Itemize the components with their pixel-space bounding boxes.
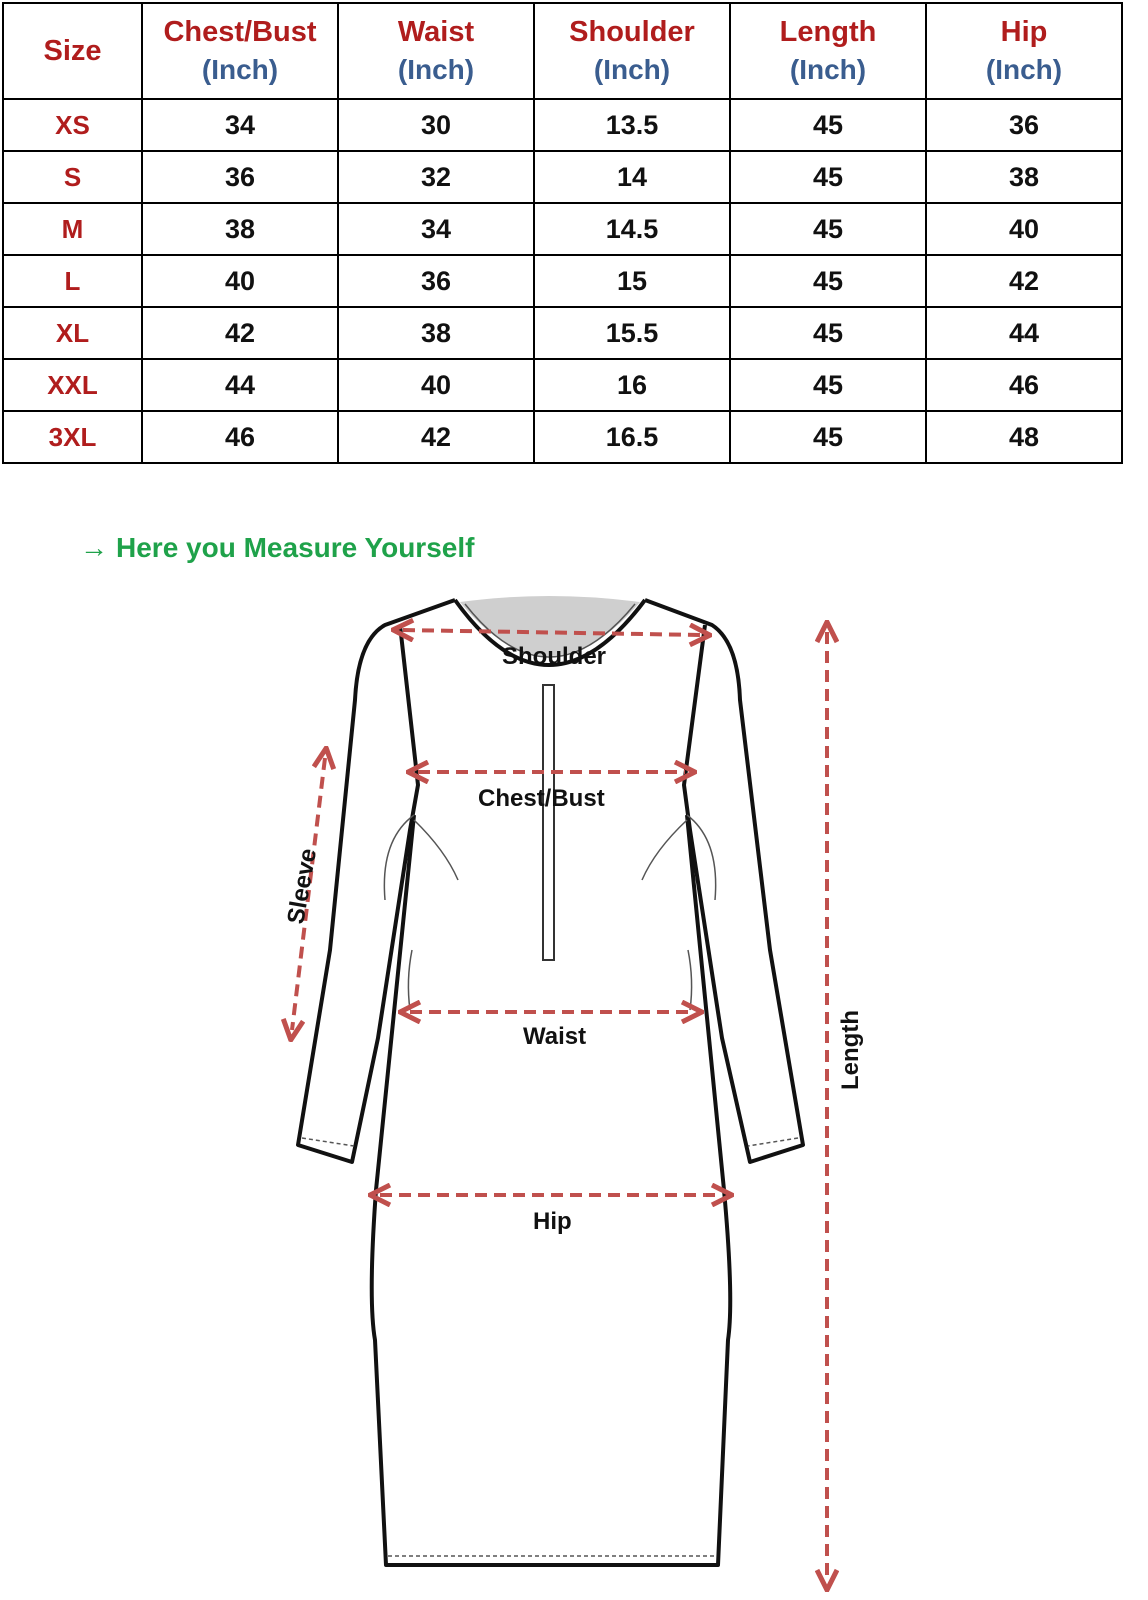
header-shoulder: Shoulder (Inch) bbox=[534, 3, 730, 99]
chest-value: 46 bbox=[142, 411, 338, 463]
length-value: 45 bbox=[730, 151, 926, 203]
right-arrow-icon: → bbox=[80, 532, 108, 563]
header-waist: Waist (Inch) bbox=[338, 3, 534, 99]
waist-value: 42 bbox=[338, 411, 534, 463]
measure-note-text: Here you Measure Yourself bbox=[116, 532, 475, 563]
length-value: 45 bbox=[730, 203, 926, 255]
waist-value: 34 bbox=[338, 203, 534, 255]
table-row bbox=[3, 203, 1122, 255]
garment-measurement-diagram bbox=[0, 580, 1148, 1600]
measure-yourself-note bbox=[80, 532, 474, 564]
hip-value: 40 bbox=[926, 203, 1122, 255]
chest-label: Chest/Bust bbox=[478, 785, 605, 812]
size-label: L bbox=[3, 255, 142, 307]
size-label: XXL bbox=[3, 359, 142, 411]
shoulder-value: 15.5 bbox=[534, 307, 730, 359]
table-row bbox=[3, 307, 1122, 359]
shoulder-value: 16.5 bbox=[534, 411, 730, 463]
waist-value: 36 bbox=[338, 255, 534, 307]
chest-value: 38 bbox=[142, 203, 338, 255]
length-value: 45 bbox=[730, 411, 926, 463]
header-chest: Chest/Bust (Inch) bbox=[142, 3, 338, 99]
hip-value: 38 bbox=[926, 151, 1122, 203]
shoulder-value: 14 bbox=[534, 151, 730, 203]
table-row bbox=[3, 151, 1122, 203]
chest-value: 42 bbox=[142, 307, 338, 359]
table-row bbox=[3, 99, 1122, 151]
chest-value: 36 bbox=[142, 151, 338, 203]
waist-value: 32 bbox=[338, 151, 534, 203]
shoulder-value: 15 bbox=[534, 255, 730, 307]
header-hip: Hip (Inch) bbox=[926, 3, 1122, 99]
waist-value: 30 bbox=[338, 99, 534, 151]
size-label: S bbox=[3, 151, 142, 203]
hip-label: Hip bbox=[533, 1208, 572, 1235]
hip-value: 42 bbox=[926, 255, 1122, 307]
shoulder-label: Shoulder bbox=[502, 643, 607, 670]
table-header-row bbox=[3, 3, 1122, 99]
hip-value: 36 bbox=[926, 99, 1122, 151]
length-value: 45 bbox=[730, 359, 926, 411]
length-value: 45 bbox=[730, 307, 926, 359]
hip-value: 46 bbox=[926, 359, 1122, 411]
table-row bbox=[3, 359, 1122, 411]
shoulder-value: 16 bbox=[534, 359, 730, 411]
chest-value: 40 bbox=[142, 255, 338, 307]
size-label: 3XL bbox=[3, 411, 142, 463]
waist-label: Waist bbox=[523, 1023, 587, 1050]
length-value: 45 bbox=[730, 255, 926, 307]
size-chart-table bbox=[2, 2, 1123, 464]
table-row bbox=[3, 411, 1122, 463]
waist-value: 38 bbox=[338, 307, 534, 359]
hip-value: 48 bbox=[926, 411, 1122, 463]
shoulder-value: 13.5 bbox=[534, 99, 730, 151]
header-size: Size bbox=[3, 3, 142, 99]
header-length: Length (Inch) bbox=[730, 3, 926, 99]
size-label: XS bbox=[3, 99, 142, 151]
chest-value: 44 bbox=[142, 359, 338, 411]
sleeve-label: Sleeve bbox=[282, 846, 323, 927]
table-row bbox=[3, 255, 1122, 307]
shoulder-value: 14.5 bbox=[534, 203, 730, 255]
length-value: 45 bbox=[730, 99, 926, 151]
chest-value: 34 bbox=[142, 99, 338, 151]
hip-value: 44 bbox=[926, 307, 1122, 359]
length-label: Length bbox=[837, 1010, 864, 1090]
waist-value: 40 bbox=[338, 359, 534, 411]
size-label: XL bbox=[3, 307, 142, 359]
size-label: M bbox=[3, 203, 142, 255]
